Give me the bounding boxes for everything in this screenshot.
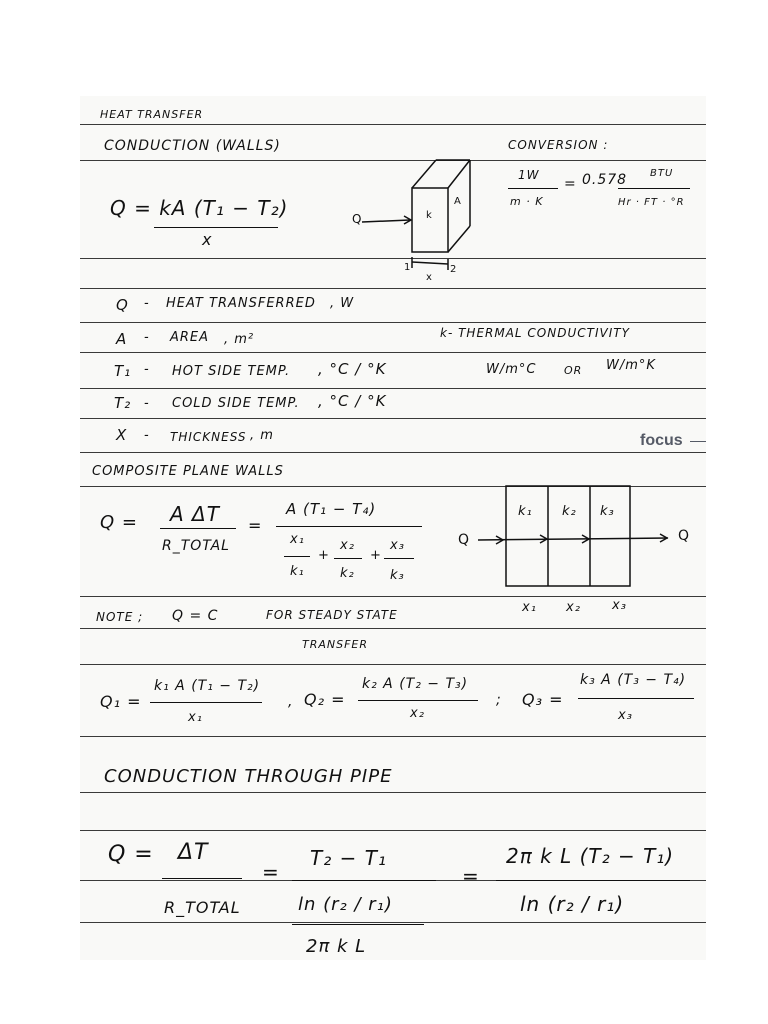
composite-x3: x₃ (390, 538, 405, 553)
layer-eq-numerator: k₂ A (T₂ − T₃) (362, 676, 469, 692)
pipe-den3: ln (r₂ / r₁) (520, 892, 625, 916)
composite-k1: k₁ (290, 564, 305, 579)
layer-eq-numerator: k₁ A (T₁ − T₂) (154, 678, 261, 694)
note-expression: Q = C (172, 608, 219, 624)
conversion-value: 0.578 (582, 172, 628, 188)
definition-symbol: T₂ (114, 394, 132, 412)
composite-k2: k₂ (340, 566, 355, 581)
definition-text: HEAT TRANSFERRED (166, 296, 316, 311)
composite-plus: + (370, 548, 382, 563)
pipe-num2: T₂ − T₁ (310, 846, 387, 870)
composite-layer-x: x₁ (522, 600, 537, 615)
definition-unit: , °C / °K (318, 392, 387, 410)
fraction-bar (150, 702, 262, 703)
composite-num1: A ΔT (170, 502, 220, 526)
thermal-or: OR (564, 364, 583, 377)
composite-k3: k₃ (390, 568, 405, 583)
composite-layer-k: k₃ (600, 504, 615, 519)
definition-dash: - (144, 330, 150, 345)
definition-symbol: Q (116, 296, 129, 314)
wall-formula-denominator: x (202, 230, 213, 249)
wall-a-label: A (454, 196, 462, 207)
definition-unit: , m (250, 428, 274, 443)
fraction-bar (292, 924, 424, 925)
composite-layer-x: x₂ (566, 600, 581, 615)
pipe-section-title: CONDUCTION THROUGH PIPE (104, 766, 393, 787)
pipe-eq2: = (462, 864, 480, 888)
pipe-den1: R_TOTAL (164, 898, 241, 917)
conversion-rhs-denominator: Hr · FT · °R (618, 197, 685, 208)
pipe-q-lhs: Q = (108, 842, 154, 867)
composite-x2: x₂ (340, 538, 355, 553)
wall-face-2: 2 (450, 264, 458, 275)
definition-dash: - (144, 396, 150, 411)
composite-layer-k: k₁ (518, 504, 533, 519)
layer-eq-denominator: x₃ (618, 708, 633, 723)
conversion-label: CONVERSION : (508, 138, 609, 152)
conversion-lhs-numerator: 1W (518, 168, 540, 182)
pipe-eq1: = (262, 860, 280, 884)
thermal-unit-1: W/m°C (486, 362, 537, 377)
wall-formula-numerator: Q = kA (T₁ − T₂) (110, 196, 289, 220)
fraction-bar (292, 880, 436, 881)
fraction-bar (578, 698, 694, 699)
composite-den1: R_TOTAL (162, 538, 230, 554)
separator: , (288, 694, 294, 710)
layer-eq-lhs: Q₃ = (522, 690, 564, 709)
layer-eq-numerator: k₃ A (T₃ − T₄) (580, 672, 687, 688)
wall-x-label: x (426, 272, 433, 283)
conversion-lhs-denominator: m · K (510, 195, 544, 208)
note-label: NOTE ; (96, 610, 144, 624)
definition-unit: , °C / °K (318, 360, 387, 378)
definition-text: THICKNESS (170, 430, 247, 444)
definition-symbol: T₁ (114, 362, 132, 380)
layer-eq-denominator: x₁ (188, 710, 203, 725)
thermal-conductivity-label: k- THERMAL CONDUCTIVITY (440, 326, 630, 340)
definition-dash: - (144, 296, 150, 311)
composite-layer-k: k₂ (562, 504, 577, 519)
composite-q-in: Q (458, 532, 471, 548)
focus-logo: focus (640, 432, 683, 449)
composite-plus: + (318, 548, 330, 563)
page-title: HEAT TRANSFER (100, 108, 204, 121)
composite-eq: = (248, 516, 263, 535)
composite-num2: A (T₁ − T₄) (286, 500, 377, 518)
definition-unit: , m² (224, 332, 255, 347)
wall-q-label: Q (352, 212, 363, 226)
wall-k-label: k (426, 210, 433, 221)
definition-text: COLD SIDE TEMP. (172, 396, 300, 411)
composite-x1: x₁ (290, 532, 305, 547)
composite-q-out: Q (678, 528, 691, 544)
definition-unit: , W (330, 296, 355, 311)
composite-q-lhs: Q = (100, 512, 138, 533)
composite-layer-x: x₃ (612, 598, 627, 613)
pipe-den2a: ln (r₂ / r₁) (298, 894, 393, 915)
section-title-walls: CONDUCTION (WALLS) (104, 138, 281, 154)
pipe-den2b: 2π k L (306, 936, 367, 957)
pipe-num1: ΔT (178, 840, 209, 865)
definition-text: HOT SIDE TEMP. (172, 364, 291, 379)
note-text-2: TRANSFER (302, 638, 369, 651)
conversion-equals: = (564, 176, 577, 192)
definition-dash: - (144, 362, 150, 377)
wall-face-1: 1 (404, 262, 412, 273)
definition-symbol: X (116, 426, 128, 444)
note-text: FOR STEADY STATE (266, 608, 398, 622)
composite-title: COMPOSITE PLANE WALLS (92, 464, 284, 479)
fraction-bar (162, 878, 242, 879)
layer-eq-denominator: x₂ (410, 706, 425, 721)
definition-dash: - (144, 428, 150, 443)
pipe-num3: 2π k L (T₂ − T₁) (506, 844, 675, 868)
fraction-bar (358, 700, 478, 701)
fraction-bar (496, 880, 690, 881)
layer-eq-lhs: Q₁ = (100, 692, 142, 711)
thermal-unit-2: W/m°K (606, 358, 656, 373)
layer-eq-lhs: Q₂ = (304, 690, 346, 709)
conversion-rhs-numerator: BTU (650, 168, 674, 179)
separator: ; (496, 692, 502, 708)
definition-text: AREA (170, 330, 210, 345)
definition-symbol: A (116, 330, 128, 348)
